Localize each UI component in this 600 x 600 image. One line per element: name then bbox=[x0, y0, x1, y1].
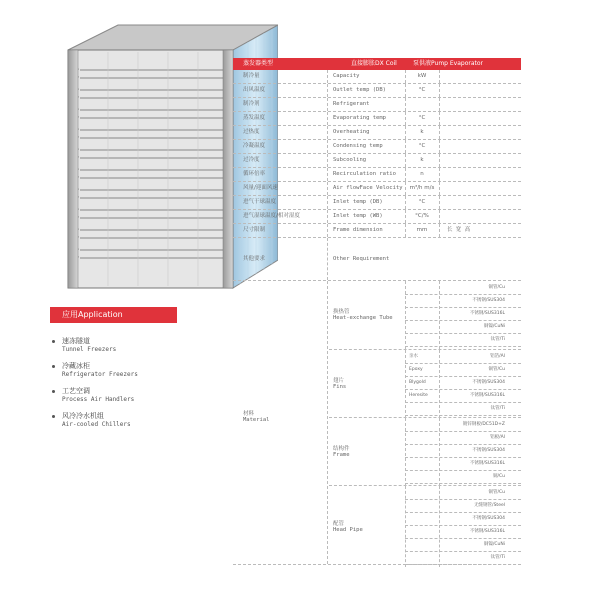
material-row bbox=[405, 525, 521, 539]
column-divider bbox=[439, 140, 440, 153]
material-row bbox=[405, 294, 521, 308]
material-row bbox=[405, 431, 521, 445]
fin-coating-label: Blygold bbox=[409, 380, 426, 385]
column-divider bbox=[439, 168, 440, 181]
material-value: 不锈钢/SUS304 bbox=[472, 380, 505, 385]
column-divider bbox=[439, 112, 440, 125]
spec-row-cn: 其他要求 bbox=[243, 256, 266, 262]
material-row bbox=[405, 538, 521, 552]
material-value: 铝箔/Al bbox=[490, 354, 505, 359]
material-row bbox=[405, 281, 521, 295]
column-divider bbox=[439, 486, 440, 567]
material-group-en: Frame bbox=[333, 452, 350, 458]
spec-row-cn: 进气湿球温度/相对湿度 bbox=[243, 213, 300, 219]
column-divider bbox=[439, 281, 440, 349]
spec-row bbox=[233, 168, 521, 182]
material-value: 铝板/Al bbox=[490, 435, 505, 440]
spec-row-other bbox=[233, 238, 521, 281]
material-row bbox=[405, 376, 521, 390]
spec-header bbox=[233, 58, 521, 70]
spec-row-unit: °C bbox=[418, 199, 426, 205]
material-row bbox=[405, 499, 521, 513]
spec-row-en: Inlet temp (DB) bbox=[333, 199, 383, 205]
spec-row-unit: °C/% bbox=[415, 213, 429, 219]
spec-row-en: Air flowFace Velocity bbox=[333, 185, 403, 191]
column-divider bbox=[439, 154, 440, 167]
material-value: 铜管/Cu bbox=[488, 490, 505, 495]
application-item-cn: 冷藏冰柜 bbox=[62, 362, 90, 370]
spec-row bbox=[233, 196, 521, 210]
material-group-cn: 配管 bbox=[333, 520, 345, 527]
material-group bbox=[329, 281, 521, 349]
column-divider bbox=[327, 182, 328, 195]
column-divider bbox=[405, 196, 406, 209]
application-item-cn: 工艺空调 bbox=[62, 387, 90, 395]
material-row bbox=[405, 470, 521, 484]
column-divider bbox=[405, 154, 406, 167]
spec-row-en: Subcooling bbox=[333, 157, 367, 163]
material-group bbox=[329, 417, 521, 486]
spec-row-cn: 风量/迎面风速 bbox=[243, 185, 278, 191]
column-divider bbox=[327, 224, 328, 237]
spec-row-en: Evaporating temp bbox=[333, 115, 386, 121]
column-divider bbox=[439, 224, 440, 237]
spec-row bbox=[233, 84, 521, 98]
column-divider bbox=[439, 98, 440, 111]
spec-header-pump: 泵供液Pump Evaporator bbox=[413, 60, 484, 67]
material-group bbox=[329, 485, 521, 567]
spec-row-cn: 过热度 bbox=[243, 129, 260, 135]
application-item bbox=[52, 362, 222, 379]
material-group-en: Fins bbox=[333, 384, 347, 390]
spec-row-unit: k bbox=[420, 129, 424, 135]
column-divider bbox=[327, 140, 328, 153]
column-divider bbox=[405, 182, 406, 195]
application-item bbox=[52, 387, 222, 404]
spec-row-unit: °C bbox=[418, 87, 426, 93]
spec-row-en: Overheating bbox=[333, 129, 370, 135]
spec-row bbox=[233, 126, 521, 140]
spec-row-cn: 出风温度 bbox=[243, 87, 266, 93]
material-row bbox=[405, 444, 521, 458]
material-row bbox=[405, 457, 521, 471]
material-row bbox=[405, 389, 521, 403]
material-row bbox=[405, 551, 521, 565]
column-divider bbox=[405, 168, 406, 181]
application-item bbox=[52, 412, 222, 429]
column-divider bbox=[405, 210, 406, 223]
column-divider bbox=[405, 112, 406, 125]
material-value: 铜/Cu bbox=[492, 474, 505, 479]
column-divider bbox=[327, 112, 328, 125]
material-row bbox=[405, 333, 521, 347]
spec-header-dx: 直接膨胀DX Coil bbox=[351, 60, 397, 67]
application-item-en: Air-cooled Chillers bbox=[62, 421, 131, 428]
application-item-en: Refrigerator Freezers bbox=[62, 371, 138, 378]
column-divider bbox=[405, 224, 406, 237]
material-row bbox=[405, 512, 521, 526]
spec-row-unit: mm bbox=[416, 227, 428, 233]
bullet-icon bbox=[52, 365, 55, 368]
application-item bbox=[52, 337, 222, 354]
spec-row-unit: °C bbox=[418, 143, 426, 149]
material-row bbox=[405, 418, 521, 432]
spec-row-en: Recirculation ratio bbox=[333, 171, 396, 177]
material-value: 钛管/Ti bbox=[490, 555, 505, 560]
column-divider bbox=[327, 84, 328, 97]
materials-title-cn: 材料 bbox=[243, 411, 255, 417]
spec-row bbox=[233, 210, 521, 224]
material-value: 镀锌钢板/DC51D+Z bbox=[462, 422, 505, 427]
column-divider bbox=[439, 418, 440, 486]
material-value: 不锈钢/SUS316L bbox=[469, 461, 505, 466]
spec-row-cn: 过冷度 bbox=[243, 157, 260, 163]
material-group bbox=[329, 349, 521, 418]
application-item-cn: 风冷冷水机组 bbox=[62, 412, 104, 420]
column-divider bbox=[439, 196, 440, 209]
bullet-icon bbox=[52, 340, 55, 343]
spec-row-en: Condensing temp bbox=[333, 143, 383, 149]
column-divider bbox=[439, 70, 440, 83]
column-divider bbox=[405, 98, 406, 111]
spec-table bbox=[233, 58, 521, 565]
application-list bbox=[52, 337, 222, 437]
column-divider bbox=[439, 210, 440, 223]
spec-row-cn: 制冷量 bbox=[243, 73, 260, 79]
spec-row bbox=[233, 98, 521, 112]
material-value: 不锈钢/SUS316L bbox=[469, 529, 505, 534]
material-group-cn: 结构件 bbox=[333, 446, 350, 452]
column-divider bbox=[327, 154, 328, 167]
spec-row-cn: 尺寸限制 bbox=[243, 227, 266, 233]
spec-row-unit: kW bbox=[417, 73, 427, 79]
material-value: 无缝钢管/Steel bbox=[474, 503, 505, 508]
material-value: 铜镍/CuNi bbox=[483, 542, 505, 547]
spec-row-cn: 冷凝温度 bbox=[243, 143, 266, 149]
column-divider bbox=[439, 126, 440, 139]
material-row bbox=[405, 486, 521, 500]
spec-row bbox=[233, 224, 521, 238]
spec-row-en: Other Requirement bbox=[333, 256, 390, 262]
application-item-en: Tunnel Freezers bbox=[62, 346, 117, 353]
spec-row-cn: 进气干球温度 bbox=[243, 199, 277, 205]
bullet-icon bbox=[52, 415, 55, 418]
material-value: 不锈钢/SUS316L bbox=[469, 311, 505, 316]
column-divider bbox=[405, 126, 406, 139]
material-value: 不锈钢/SUS304 bbox=[472, 448, 505, 453]
material-group-en: Heat-exchange Tube bbox=[333, 315, 393, 321]
spec-row-en: Frame dimension bbox=[333, 227, 383, 233]
fin-coating-label: 亲水 bbox=[409, 354, 418, 359]
spec-row bbox=[233, 154, 521, 168]
spec-rows bbox=[233, 70, 521, 238]
material-value: 不锈钢/SUS304 bbox=[472, 298, 505, 303]
material-row bbox=[405, 320, 521, 334]
spec-row bbox=[233, 112, 521, 126]
material-value: 不锈钢/SUS304 bbox=[472, 516, 505, 521]
column-divider bbox=[327, 238, 328, 280]
materials-title-en: Material bbox=[243, 417, 270, 423]
material-group-cn: 翅片 bbox=[333, 378, 345, 384]
spec-row-cn: 制冷剂 bbox=[243, 101, 260, 107]
column-divider bbox=[327, 196, 328, 209]
material-group-en: Head Pipe bbox=[333, 526, 363, 533]
spec-row-unit: m³/h m/s bbox=[409, 185, 435, 191]
material-row bbox=[405, 402, 521, 416]
column-divider bbox=[327, 281, 328, 564]
material-group-cn: 换热管 bbox=[333, 309, 350, 315]
column-divider bbox=[327, 210, 328, 223]
column-divider bbox=[439, 182, 440, 195]
column-divider bbox=[405, 70, 406, 83]
material-value: 铜管/Cu bbox=[488, 285, 505, 290]
column-divider bbox=[405, 140, 406, 153]
column-divider bbox=[327, 126, 328, 139]
material-value: 钛管/Ti bbox=[490, 406, 505, 411]
spec-row-en: Inlet temp (WB) bbox=[333, 213, 383, 219]
material-value: 铜镍/CuNi bbox=[483, 324, 505, 329]
spec-row-en: Outlet temp (DB) bbox=[333, 87, 386, 93]
spec-row-unit: n bbox=[420, 171, 424, 177]
material-row bbox=[405, 363, 521, 377]
application-item-cn: 速冻隧道 bbox=[62, 337, 90, 345]
column-divider bbox=[405, 84, 406, 97]
material-row bbox=[405, 350, 521, 364]
spec-row-en: Refrigerant bbox=[333, 101, 370, 107]
fin-coating-label: Epoxy bbox=[409, 367, 423, 372]
bullet-icon bbox=[52, 390, 55, 393]
spec-row-en: Capacity bbox=[333, 73, 360, 79]
application-item-en: Process Air Handlers bbox=[62, 396, 135, 403]
spec-row-unit: k bbox=[420, 157, 424, 163]
spec-row-extra: 长 宽 高 bbox=[447, 227, 471, 233]
column-divider bbox=[327, 168, 328, 181]
spec-header-type: 蒸发器类型 bbox=[243, 60, 274, 67]
spec-row bbox=[233, 182, 521, 196]
spec-row bbox=[233, 70, 521, 84]
material-value: 铜管/Cu bbox=[488, 367, 505, 372]
spec-row-unit: °C bbox=[418, 115, 426, 121]
column-divider bbox=[439, 350, 440, 418]
material-value: 不锈钢/SUS316L bbox=[469, 393, 505, 398]
material-row bbox=[405, 307, 521, 321]
column-divider bbox=[327, 98, 328, 111]
fin-coating-label: Heresite bbox=[409, 393, 428, 398]
column-divider bbox=[327, 70, 328, 83]
spec-row-cn: 蒸发温度 bbox=[243, 115, 266, 121]
spec-row-cn: 循环倍率 bbox=[243, 171, 266, 177]
spec-row bbox=[233, 140, 521, 154]
material-value: 钛管/Ti bbox=[490, 337, 505, 342]
materials-section bbox=[233, 281, 521, 565]
column-divider bbox=[439, 84, 440, 97]
application-header: 应用Application bbox=[50, 307, 177, 323]
